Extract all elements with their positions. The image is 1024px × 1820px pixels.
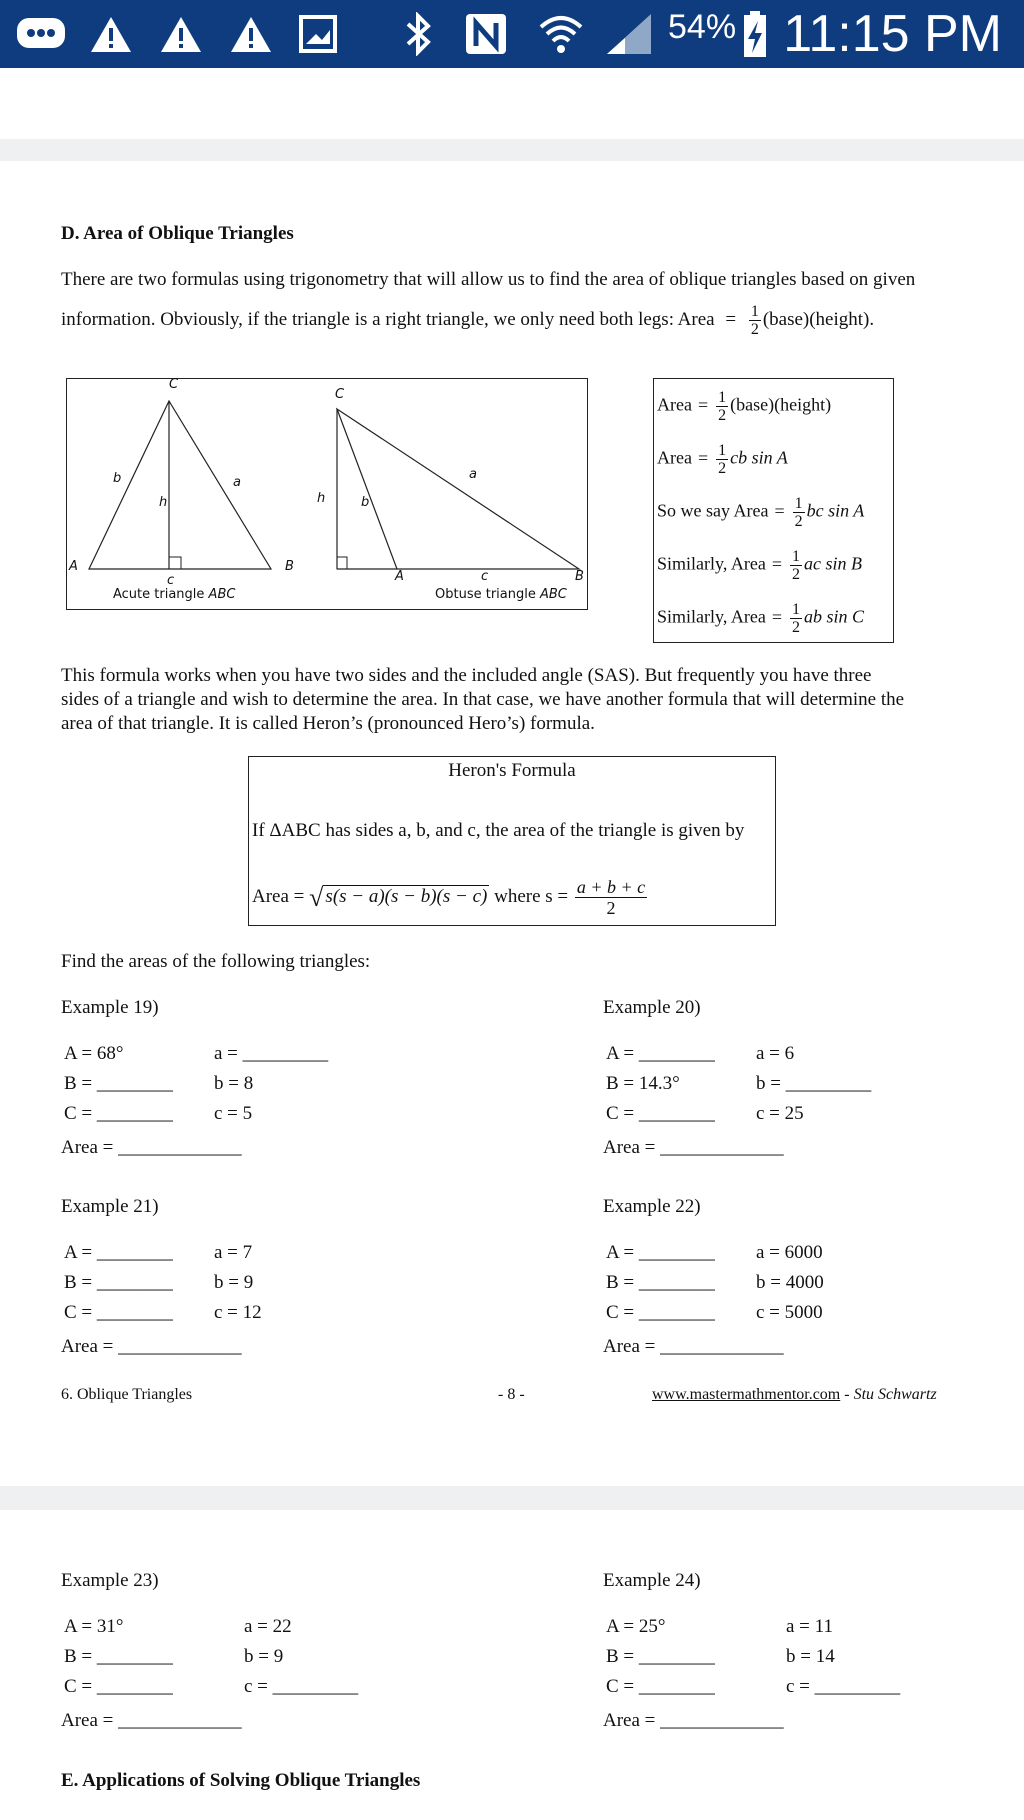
vertex-b-label: B [285, 559, 294, 574]
side-field[interactable]: a = 6 [756, 1043, 795, 1064]
side-field[interactable]: a = 22 [244, 1616, 292, 1637]
vertex-b-label: B [575, 569, 584, 584]
battery-charging-icon [740, 10, 770, 58]
side-field[interactable]: c = 25 [756, 1103, 804, 1124]
side-b-label: b [361, 495, 370, 510]
side-field[interactable]: a = 6000 [756, 1242, 823, 1263]
heron-formula: Area = √ s(s − a)(s − b)(s − c) where s = $\frac{a + b + c}{2}$ [252, 877, 646, 918]
heron-title: Heron's Formula [448, 760, 576, 781]
angle-field[interactable]: A = 31° [64, 1616, 124, 1637]
image-icon [296, 10, 340, 58]
area-answer-field[interactable]: Area = _____________ [603, 1137, 784, 1158]
page-separator [0, 139, 1024, 161]
vertex-c-label: C [169, 377, 179, 392]
side-field[interactable]: b = 8 [214, 1073, 254, 1094]
example-title: Example 19) [61, 997, 159, 1018]
side-field[interactable]: b = 9 [214, 1272, 254, 1293]
area-answer-field[interactable]: Area = _____________ [603, 1710, 784, 1731]
height-h-label: h [159, 495, 168, 510]
side-field[interactable]: c = 5000 [756, 1302, 823, 1323]
formula-row: Area = $\frac{1}{2}$ (base)(height) [657, 389, 832, 424]
angle-field[interactable]: B = ________ [64, 1073, 173, 1094]
footer-left: 6. Oblique Triangles [61, 1386, 193, 1403]
side-field[interactable]: a = 7 [214, 1242, 253, 1263]
side-c-label: c [167, 573, 175, 588]
angle-field[interactable]: C = ________ [64, 1103, 173, 1124]
side-field[interactable]: c = _________ [244, 1676, 359, 1697]
half-fraction: $\frac{1}{2}$ [750, 303, 759, 338]
area-answer-field[interactable]: Area = _____________ [61, 1710, 242, 1731]
area-answer-field[interactable]: Area = _____________ [61, 1137, 242, 1158]
angle-field[interactable]: B = ________ [606, 1646, 715, 1667]
area-answer-field[interactable]: Area = _____________ [603, 1336, 784, 1357]
side-field[interactable]: b = 14 [786, 1646, 835, 1667]
status-bar [0, 0, 1024, 68]
signal-icon [604, 10, 654, 58]
area-formula-box [653, 378, 894, 643]
angle-field[interactable]: B = 14.3° [606, 1073, 680, 1094]
vertex-a-label: A [395, 569, 404, 584]
warning-icon [88, 10, 134, 58]
angle-field[interactable]: C = ________ [606, 1676, 715, 1697]
example-title: Example 24) [603, 1570, 701, 1591]
intro-line: information. Obviously, if the triangle is a right triangle, we only need both legs: Area = $\frac{1}{2}$ (base)(height). [61, 303, 875, 338]
angle-field[interactable]: C = ________ [64, 1302, 173, 1323]
paragraph-line: area of that triangle. It is called Heron’s (pronounced Hero’s) formula. [61, 713, 595, 734]
instructions: Find the areas of the following triangles: [61, 951, 371, 972]
example-title: Example 21) [61, 1196, 159, 1217]
side-field[interactable]: b = _________ [756, 1073, 872, 1094]
website-link[interactable]: www.mastermathmentor.com [652, 1386, 841, 1403]
battery-percent: 54% [668, 8, 737, 46]
paragraph-line: sides of a triangle and wish to determine the area. In that case, we have another formula that will determine the [61, 689, 905, 710]
side-a-label: a [469, 467, 477, 482]
side-field[interactable]: b = 4000 [756, 1272, 824, 1293]
height-h-label: h [317, 491, 326, 506]
side-field[interactable]: c = 12 [214, 1302, 262, 1323]
side-field[interactable]: c = _________ [786, 1676, 901, 1697]
example-title: Example 22) [603, 1196, 701, 1217]
angle-field[interactable]: C = ________ [606, 1302, 715, 1323]
angle-field[interactable]: C = ________ [606, 1103, 715, 1124]
bluetooth-icon [398, 10, 438, 58]
warning-icon [228, 10, 274, 58]
vertex-a-label: A [69, 559, 78, 574]
page-separator [0, 1486, 1024, 1510]
side-field[interactable]: a = 11 [786, 1616, 833, 1637]
angle-field[interactable]: A = ________ [606, 1242, 715, 1263]
angle-field[interactable]: A = 25° [606, 1616, 666, 1637]
intro-line: There are two formulas using trigonometry that will allow us to find the area of oblique triangles based on given [61, 269, 916, 290]
chat-bubble-icon [14, 10, 68, 58]
angle-field[interactable]: A = ________ [606, 1043, 715, 1064]
nfc-icon [462, 10, 510, 58]
wifi-icon [536, 10, 586, 58]
angle-field[interactable]: A = ________ [64, 1242, 173, 1263]
formula-row: Area = $\frac{1}{2}$ cb sin A [657, 442, 788, 477]
vertex-c-label: C [335, 387, 345, 402]
section-heading: E. Applications of Solving Oblique Triangles [61, 1770, 421, 1791]
formula-row: So we say Area = $\frac{1}{2}$ bc sin A [657, 495, 865, 530]
example-title: Example 23) [61, 1570, 159, 1591]
side-b-label: b [113, 471, 122, 486]
section-heading: D. Area of Oblique Triangles [61, 223, 294, 244]
clock: 11:15 PM [783, 5, 1002, 63]
formula-row: Similarly, Area = $\frac{1}{2}$ ac sin B [657, 548, 862, 583]
triangle-figure [66, 378, 588, 610]
herons-formula-box [248, 756, 776, 926]
warning-icon [158, 10, 204, 58]
acute-caption: Acute triangle ABC [113, 587, 236, 602]
formula-row: Similarly, Area = $\frac{1}{2}$ ab sin C [657, 601, 864, 636]
angle-field[interactable]: B = ________ [606, 1272, 715, 1293]
example-title: Example 20) [603, 997, 701, 1018]
side-field[interactable]: c = 5 [214, 1103, 253, 1124]
side-a-label: a [233, 475, 241, 490]
angle-field[interactable]: B = ________ [64, 1272, 173, 1293]
area-answer-field[interactable]: Area = _____________ [61, 1336, 242, 1357]
angle-field[interactable]: C = ________ [64, 1676, 173, 1697]
paragraph-line: This formula works when you have two sides and the included angle (SAS). But frequently you have three [61, 665, 872, 686]
side-field[interactable]: b = 9 [244, 1646, 284, 1667]
heron-condition: If ΔABC has sides a, b, and c, the area of the triangle is given by [252, 820, 745, 841]
footer-right: www.mastermathmentor.com - Stu Schwartz [652, 1386, 937, 1403]
angle-field[interactable]: B = ________ [64, 1646, 173, 1667]
angle-field[interactable]: A = 68° [64, 1043, 124, 1064]
side-field[interactable]: a = _________ [214, 1043, 329, 1064]
obtuse-caption: Obtuse triangle ABC [435, 587, 567, 602]
page-number: - 8 - [498, 1386, 525, 1403]
side-c-label: c [481, 569, 489, 584]
triangles-diagram [67, 379, 587, 609]
